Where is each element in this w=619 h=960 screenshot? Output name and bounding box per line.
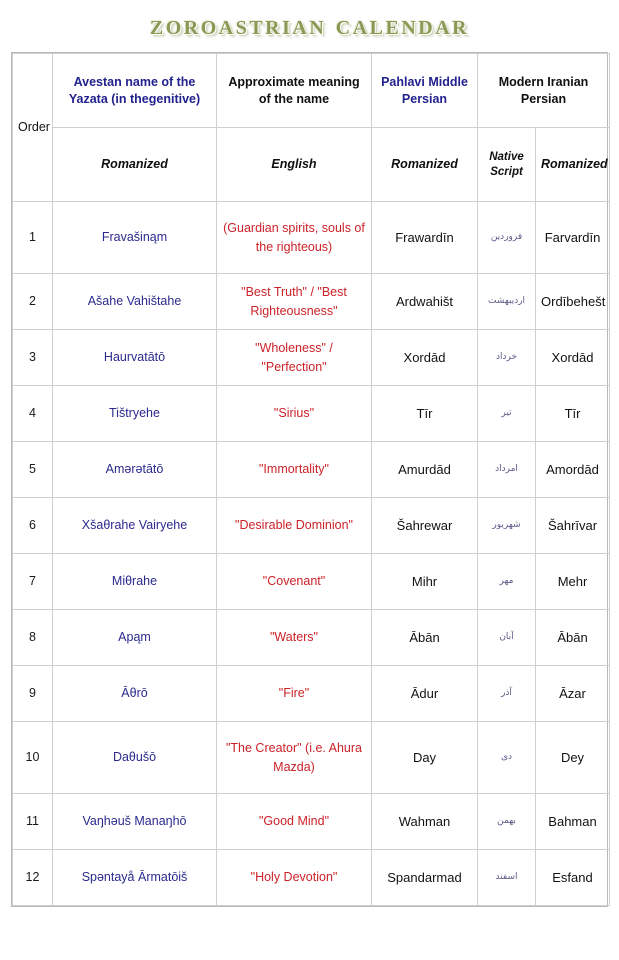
cell-persian-romanized: Amordād (536, 442, 610, 498)
cell-meaning: "The Creator" (i.e. Ahura Mazda) (217, 722, 372, 794)
cell-meaning: "Immortality" (217, 442, 372, 498)
cell-persian-romanized: Esfand (536, 850, 610, 906)
cell-order: 6 (13, 498, 53, 554)
cell-order: 8 (13, 610, 53, 666)
cell-meaning: "Good Mind" (217, 794, 372, 850)
subheader-pahlavi-romanized: Romanized (372, 128, 478, 202)
cell-persian-romanized: Xordād (536, 330, 610, 386)
cell-meaning: "Best Truth" / "Best Righteousness" (217, 274, 372, 330)
cell-persian-romanized: Ābān (536, 610, 610, 666)
table-header (13, 54, 610, 202)
cell-persian-romanized: Bahman (536, 794, 610, 850)
table-row (13, 610, 610, 666)
title-bar (0, 0, 619, 52)
cell-order: 3 (13, 330, 53, 386)
column-header-pahlavi-middle-persian: Pahlavi Middle Persian (372, 54, 478, 128)
cell-avestan-name: Ašahe Vahištahe (53, 274, 217, 330)
cell-pahlavi: Tīr (372, 386, 478, 442)
cell-native-script: خرداد (478, 330, 536, 386)
cell-order: 7 (13, 554, 53, 610)
cell-native-script: بهمن (478, 794, 536, 850)
cell-persian-romanized: Tīr (536, 386, 610, 442)
cell-pahlavi: Ardwahišt (372, 274, 478, 330)
subheader-avestan-romanized: Romanized (53, 128, 217, 202)
table-row (13, 442, 610, 498)
column-header-modern-iranian-persian: Modern Iranian Persian (478, 54, 610, 128)
column-header-approximate-meaning: Approximate meaning of the name (217, 54, 372, 128)
cell-avestan-name: Āθrō (53, 666, 217, 722)
cell-pahlavi: Ābān (372, 610, 478, 666)
cell-native-script: اسفند (478, 850, 536, 906)
calendar-table-container (11, 52, 608, 907)
subheader-persian-romanized: Romanized (536, 128, 610, 202)
cell-native-script: تیر (478, 386, 536, 442)
cell-meaning: "Waters" (217, 610, 372, 666)
cell-pahlavi: Xordād (372, 330, 478, 386)
cell-native-script: آبان (478, 610, 536, 666)
cell-pahlavi: Mihr (372, 554, 478, 610)
cell-meaning: "Sirius" (217, 386, 372, 442)
table-row (13, 202, 610, 274)
cell-native-script: امرداد (478, 442, 536, 498)
table-row (13, 554, 610, 610)
cell-avestan-name: Apąm (53, 610, 217, 666)
header-row-subgroups (13, 128, 610, 202)
cell-meaning: "Holy Devotion" (217, 850, 372, 906)
cell-pahlavi: Frawardīn (372, 202, 478, 274)
page-title: zoroastrian calendar (149, 10, 470, 41)
cell-order: 5 (13, 442, 53, 498)
column-header-avestan-name: Avestan name of the Yazata (in thegenitive) (53, 54, 217, 128)
cell-native-script: فروردین (478, 202, 536, 274)
cell-pahlavi: Amurdād (372, 442, 478, 498)
cell-pahlavi: Šahrewar (372, 498, 478, 554)
table-row (13, 274, 610, 330)
cell-avestan-name: Daθušō (53, 722, 217, 794)
cell-avestan-name: Haurvatātō (53, 330, 217, 386)
cell-persian-romanized: Farvardīn (536, 202, 610, 274)
cell-native-script: اردیبهشت (478, 274, 536, 330)
cell-meaning: "Fire" (217, 666, 372, 722)
cell-native-script: آذر (478, 666, 536, 722)
cell-order: 9 (13, 666, 53, 722)
cell-persian-romanized: Dey (536, 722, 610, 794)
cell-pahlavi: Day (372, 722, 478, 794)
cell-order: 12 (13, 850, 53, 906)
cell-meaning: "Wholeness" / "Perfection" (217, 330, 372, 386)
table-row (13, 666, 610, 722)
table-row (13, 722, 610, 794)
cell-avestan-name: Fravašinąm (53, 202, 217, 274)
cell-order: 4 (13, 386, 53, 442)
cell-avestan-name: Spəntayå Ārmatōiš (53, 850, 217, 906)
cell-native-script: دی (478, 722, 536, 794)
cell-persian-romanized: Šahrīvar (536, 498, 610, 554)
cell-persian-romanized: Mehr (536, 554, 610, 610)
cell-pahlavi: Wahman (372, 794, 478, 850)
cell-native-script: شهریور (478, 498, 536, 554)
table-body (13, 202, 610, 906)
cell-avestan-name: Vaŋhəuš Manaŋhō (53, 794, 217, 850)
cell-order: 10 (13, 722, 53, 794)
table-row (13, 330, 610, 386)
header-row-groups (13, 54, 610, 128)
table-row (13, 498, 610, 554)
cell-avestan-name: Xšaθrahe Vairyehe (53, 498, 217, 554)
column-header-order: Order (13, 54, 53, 202)
cell-avestan-name: Tištryehe (53, 386, 217, 442)
cell-persian-romanized: Āzar (536, 666, 610, 722)
cell-pahlavi: Ādur (372, 666, 478, 722)
subheader-meaning-english: English (217, 128, 372, 202)
cell-meaning: (Guardian spirits, souls of the righteous) (217, 202, 372, 274)
cell-avestan-name: Amərətātō (53, 442, 217, 498)
cell-meaning: "Desirable Dominion" (217, 498, 372, 554)
cell-native-script: مهر (478, 554, 536, 610)
subheader-persian-native-script: Native Script (478, 128, 536, 202)
table-row (13, 850, 610, 906)
cell-pahlavi: Spandarmad (372, 850, 478, 906)
table-row (13, 386, 610, 442)
cell-order: 2 (13, 274, 53, 330)
zoroastrian-calendar-table (12, 53, 610, 906)
cell-order: 1 (13, 202, 53, 274)
cell-persian-romanized: Ordībehešt (536, 274, 610, 330)
table-row (13, 794, 610, 850)
cell-order: 11 (13, 794, 53, 850)
cell-avestan-name: Miθrahe (53, 554, 217, 610)
cell-meaning: "Covenant" (217, 554, 372, 610)
